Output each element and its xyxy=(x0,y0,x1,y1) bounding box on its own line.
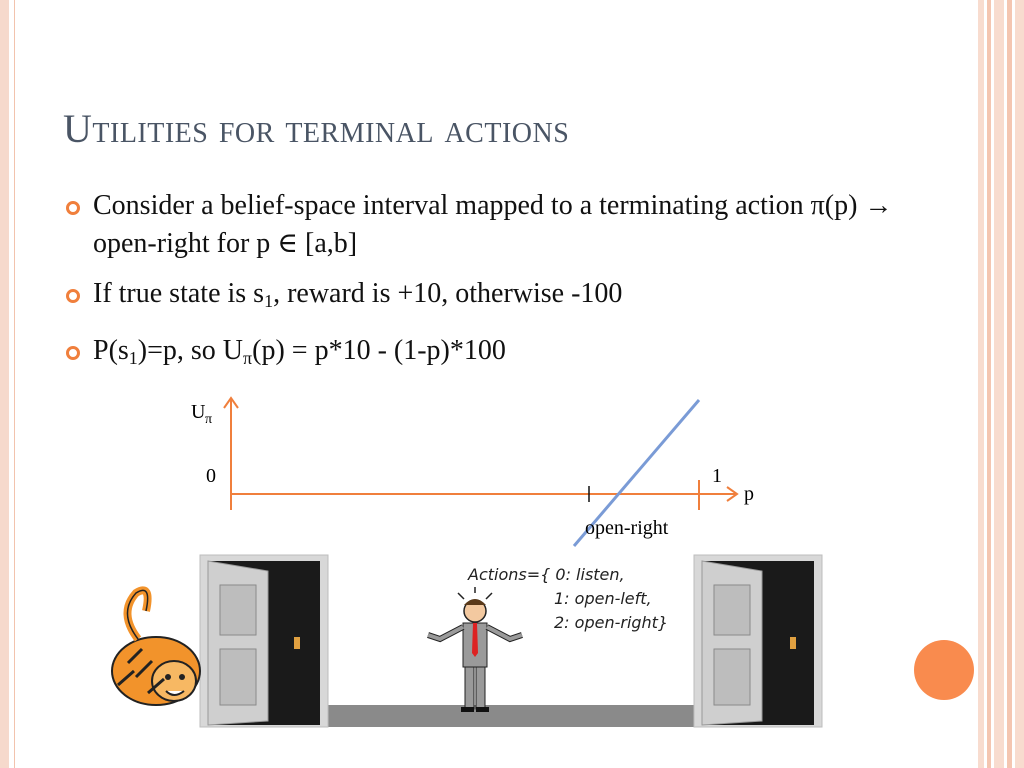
subscript: 1 xyxy=(128,348,138,368)
y-axis-label: U xyxy=(191,401,206,423)
tiger-icon xyxy=(112,590,200,705)
slide-title: Utilities for terminal actions xyxy=(63,106,570,151)
bullet-text: open-right for p xyxy=(93,228,278,259)
decorative-circle xyxy=(914,640,974,700)
left-border-line xyxy=(14,0,15,768)
x-tick-label-0: 0 xyxy=(206,465,216,487)
person-icon xyxy=(428,587,522,712)
right-door-icon xyxy=(694,555,822,727)
bullet-list xyxy=(63,187,923,389)
stripe xyxy=(987,0,991,768)
bullet-marker-icon xyxy=(66,289,80,303)
left-door-icon xyxy=(200,555,328,727)
bullet-text: Consider a belief-space interval mapped to a terminating action xyxy=(93,190,811,221)
x-axis-label: p xyxy=(744,483,754,505)
bullet-text: P(s xyxy=(93,335,129,366)
pi-symbol: π xyxy=(810,190,825,221)
element-of-symbol: ∈ xyxy=(277,228,299,259)
subscript: π xyxy=(243,348,253,368)
left-border xyxy=(0,0,9,768)
tiger-doors-illustration xyxy=(108,553,828,733)
stripe xyxy=(1015,0,1024,768)
x-tick-label-1: 1 xyxy=(712,465,722,487)
bullet-text: If true state is s xyxy=(93,278,265,309)
bullet-item xyxy=(63,275,923,320)
stripe xyxy=(978,0,984,768)
bullet-text: (p) = p*10 - (1-p)*100 xyxy=(252,335,506,366)
bullet-text: )=p, so U xyxy=(137,335,244,366)
bullet-text: (p) xyxy=(824,190,865,221)
bullet-text: , reward is +10, otherwise -100 xyxy=(273,278,623,309)
bullet-marker-icon xyxy=(66,201,80,215)
bullet-item xyxy=(63,332,923,377)
utility-chart xyxy=(180,390,780,550)
actions-text-line: Actions={ 0: listen, xyxy=(468,565,625,584)
actions-text-line: 1: open-left, xyxy=(554,589,652,608)
stripe xyxy=(994,0,1004,768)
bullet-text: [a,b] xyxy=(298,228,358,259)
right-border-stripes xyxy=(978,0,1024,768)
actions-text-line: 2: open-right} xyxy=(554,613,669,632)
subscript: 1 xyxy=(264,291,274,311)
bullet-item xyxy=(63,187,923,263)
arrow-symbol: → xyxy=(864,190,893,221)
interval-label: open-right xyxy=(585,517,669,539)
stripe xyxy=(1007,0,1012,768)
bullet-marker-icon xyxy=(66,346,80,360)
y-axis-label-sub: π xyxy=(205,412,213,427)
floor xyxy=(318,705,698,727)
